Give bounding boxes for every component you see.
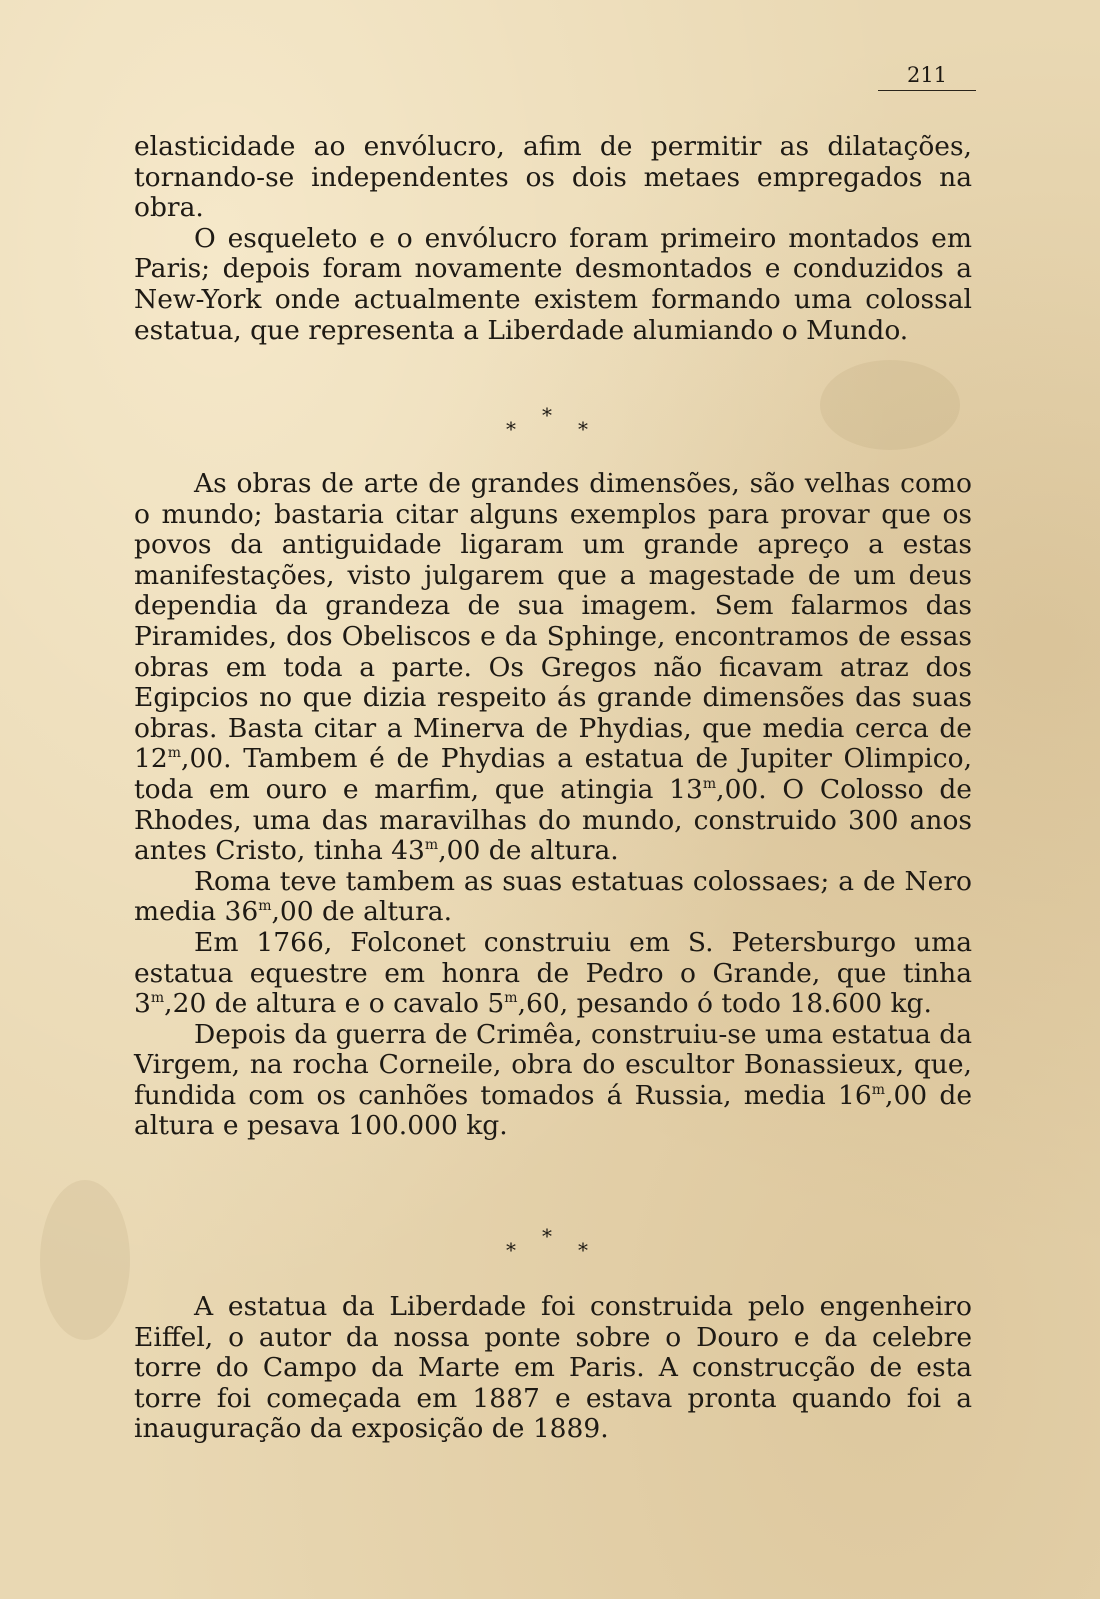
paragraph: O esqueleto e o envólucro foram primeiro montados em Paris; depois foram novamente desmontados e conduzidos a New-York onde actualmente existem formando uma colossal estatua, que representa a Liberdade alumiando o Mundo. <box>134 222 972 346</box>
asterisk: * <box>542 1224 552 1248</box>
unit-superscript: m <box>150 990 165 1007</box>
paragraph <box>134 469 972 867</box>
unit-superscript: m <box>702 776 717 793</box>
text-run: ,60, pesando ó todo 18.600 kg. <box>517 988 932 1020</box>
section-separator <box>490 403 610 443</box>
asterisk: * <box>578 1238 588 1262</box>
text-block-intro <box>134 132 972 346</box>
unit-superscript: m <box>258 898 272 915</box>
text-run: ,00 de altura. <box>271 896 453 928</box>
paragraph: A estatua da Liberdade foi construida pelo engenheiro Eiffel, o autor da nossa ponte sobre o Douro e da celebre torre do Campo da Marte em Paris. A construcção de esta torre foi começada em 1887 e estava pronta quando foi a inauguração da exposição de 1889. <box>134 1291 972 1445</box>
unit-superscript: m <box>424 837 439 854</box>
asterisk: * <box>506 417 516 441</box>
text-block-eiffel <box>134 1292 972 1445</box>
asterisk: * <box>578 417 588 441</box>
text-run: ,00 de altura. <box>438 835 619 867</box>
paper-stain <box>40 1180 130 1340</box>
paper-stain <box>820 360 960 450</box>
text-run: As obras de arte de grandes dimensões, são velhas como o mundo; bastaria citar alguns exemplos para provar que os povos da antiguidade ligaram um grande apreço a estas manifestações, visto julgarem que a magestade de um deus dependia da grandeza de sua imagem. Sem falarmos das Piramides, dos Obeliscos e da Sphinge, encontramos de essas obras em toda a parte. Os Gregos não ficavam atraz dos Egipcios no que dizia respeito ás grande dimensões das suas obras. Basta citar a Minerva de Phydias, que media cerca de 12 <box>134 468 972 775</box>
text-run: Em 1766, Folconet construiu em S. Petersburgo uma estatua equestre em honra de Pedro o Grande, que tinha 3 <box>134 926 972 1020</box>
text-run: ,20 de altura e o cavalo 5 <box>164 988 505 1020</box>
text-run: Depois da guerra de Crimêa, construiu-se uma estatua da Virgem, na rocha Corneile, obra do escultor Bonassieux, que, fundida com os canhões tomados á Russia, media 16 <box>134 1018 972 1111</box>
unit-superscript: m <box>504 990 518 1007</box>
paragraph <box>134 928 972 1020</box>
paragraph <box>134 1020 972 1142</box>
text-block-colossal-works <box>134 469 972 1142</box>
text-run: ,00. O Colosso de Rhodes, uma das maravilhas do mundo, construido 300 anos antes Cristo, tinha 43 <box>134 773 972 867</box>
paragraph: elasticidade ao envólucro, afim de permitir as dilatações, tornando-se independentes os dois metaes empregados na obra. <box>134 131 972 224</box>
text-run: Roma teve tambem as suas estatuas colossaes; a de Nero media 36 <box>134 865 972 928</box>
asterisk: * <box>542 403 552 427</box>
page-number: 211 <box>878 62 976 91</box>
text-run: ,00. Tambem é de Phydias a estatua de Jupiter Olimpico, toda em ouro e marfim, que atingia 13 <box>134 743 972 805</box>
paragraph <box>134 867 972 928</box>
asterisk: * <box>506 1238 516 1262</box>
text-run: ,00 de altura e pesava 100.000 kg. <box>134 1079 973 1142</box>
section-separator <box>490 1224 610 1264</box>
unit-superscript: m <box>871 1082 886 1099</box>
unit-superscript: m <box>167 745 182 762</box>
